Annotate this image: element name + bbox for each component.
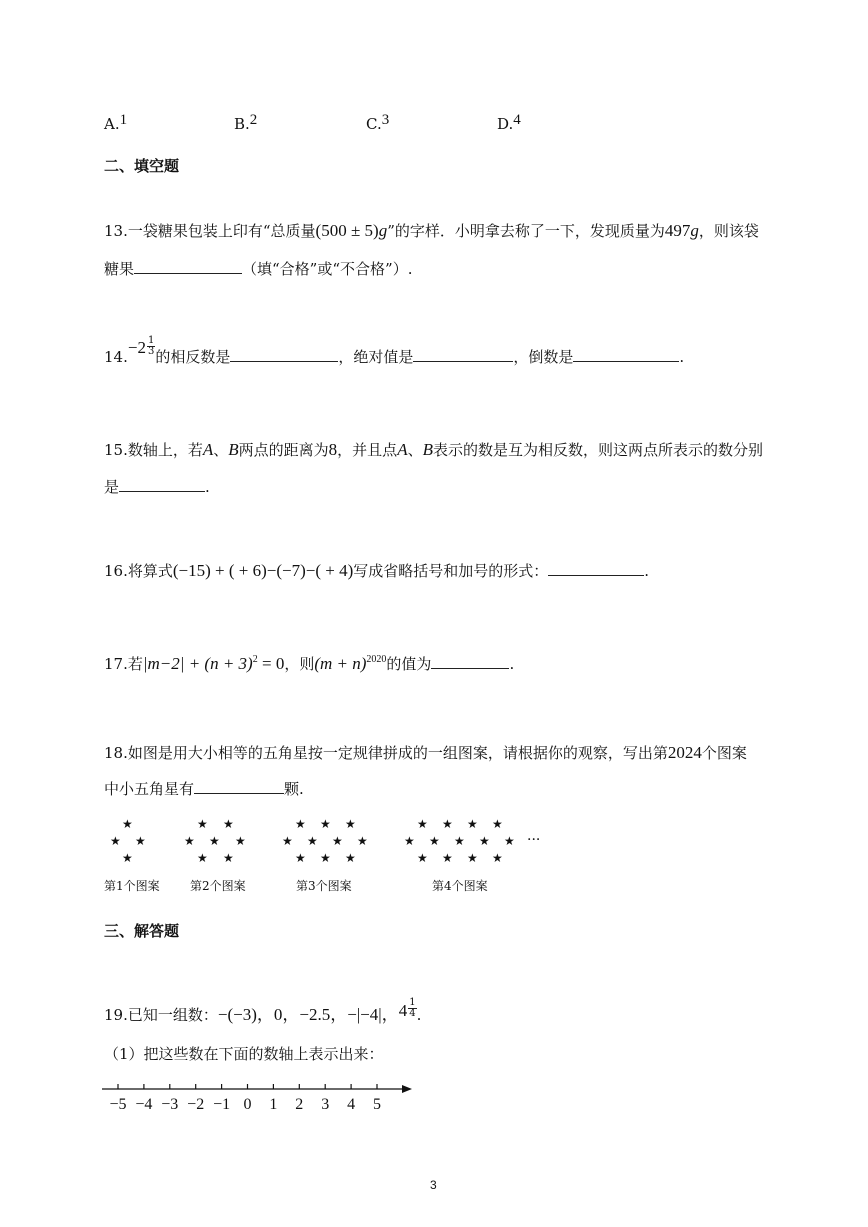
q15-point-b2: B [422, 440, 433, 459]
section-title-solve: 三、解答题 [104, 922, 180, 940]
q14-frac-den: 3 [147, 345, 155, 357]
q13-math-mass-spec: (500 ± 5) [315, 221, 379, 240]
q18-ellipsis: ··· [527, 832, 541, 848]
choice-a [104, 112, 127, 133]
pattern-4-star-bot-3: ★ [467, 851, 478, 865]
pattern-3-star-mid-2: ★ [307, 834, 318, 848]
q13-line1 [104, 220, 759, 241]
q19-end: . [416, 1006, 422, 1024]
q14-blank-abs[interactable] [413, 347, 513, 362]
q15-line1 [104, 439, 763, 460]
q14-mixed-whole: −2 [127, 338, 146, 357]
q19-frac-num: 1 [409, 996, 416, 1008]
pattern-1-star-mid-2: ★ [135, 834, 146, 848]
q19-fraction [408, 998, 416, 1019]
q14-text-end: . [679, 348, 685, 366]
q15-text-d: 表示的数是互为相反数，则这两点所表示的数分别 [432, 441, 763, 459]
q18-caption-2: 第2个图案 [190, 879, 246, 893]
pattern-2-star-bot-2: ★ [223, 851, 234, 865]
q15-answer-blank[interactable] [119, 477, 205, 492]
pattern-4-star-top-4: ★ [492, 817, 503, 831]
pattern-4-star-top-3: ★ [467, 817, 478, 831]
choice-b-value: 2 [249, 112, 258, 128]
q15-text-a: 15.数轴上，若 [104, 441, 203, 459]
pattern-1-star-mid-1: ★ [110, 834, 121, 848]
number-line-label: 1 [269, 1096, 278, 1113]
q13-text-d: 糖果 [104, 260, 135, 278]
pattern-3-star-bot-2: ★ [320, 851, 331, 865]
q13-text-b: ”的字样．小明拿去称了一下，发现质量为 [387, 222, 665, 240]
q18-line2 [104, 778, 304, 799]
q17-equation-lhs: |m−2| + (n + 3) [142, 654, 253, 673]
q18-answer-blank[interactable] [194, 779, 284, 794]
pattern-2-star-mid-1: ★ [184, 834, 195, 848]
q13-text-e: （填“合格”或“不合格”）. [242, 260, 413, 278]
number-line-label: 0 [243, 1096, 252, 1113]
pattern-4-star-mid-5: ★ [504, 834, 515, 848]
q19-frac-den: 4 [409, 1007, 416, 1019]
choice-c-label: C. [366, 115, 382, 133]
number-line-label: 3 [321, 1096, 330, 1113]
pattern-4-star-bot-4: ★ [492, 851, 503, 865]
pattern-1-star-bot-1: ★ [122, 851, 133, 865]
choice-a-label: A. [104, 115, 120, 133]
pattern-2-star-bot-1: ★ [197, 851, 208, 865]
pattern-2-star-top-1: ★ [197, 817, 208, 831]
q19-sub1: （1）把这些数在下面的数轴上表示出来： [104, 1045, 384, 1063]
pattern-3-star-top-3: ★ [345, 817, 356, 831]
q13-unit-g: g [378, 221, 388, 240]
pattern-2-star-top-2: ★ [223, 817, 234, 831]
pattern-4-star-bot-1: ★ [417, 851, 428, 865]
pattern-3-star-top-2: ★ [320, 817, 331, 831]
pattern-3-star-bot-3: ★ [345, 851, 356, 865]
q18-text-d: 颗. [284, 780, 304, 798]
number-line-label: 2 [295, 1096, 304, 1113]
number-line-label: 4 [347, 1096, 356, 1113]
choice-a-value: 1 [119, 112, 128, 128]
number-line-label: −2 [187, 1096, 205, 1113]
q14-number: 14. [104, 348, 128, 366]
q14-text-opposite: 的相反数是 [155, 348, 231, 366]
q14-line [104, 334, 685, 369]
q17-answer-blank[interactable] [431, 654, 509, 669]
choice-d [497, 112, 521, 133]
q15-text-c: ，并且点 [337, 441, 398, 459]
pattern-3-star-mid-3: ★ [332, 834, 343, 848]
q15-text-f: . [205, 478, 210, 496]
q19-number-list: −(−3)，0，−2.5，−|−4|， [217, 1005, 399, 1024]
choice-c [366, 112, 389, 133]
q18-pattern-index: 2024 [667, 743, 702, 762]
q18-caption-1: 第1个图案 [104, 879, 160, 893]
q14-frac-num: 1 [147, 334, 155, 346]
q13-text-c: ，则该袋 [698, 222, 759, 240]
q13-line2 [104, 258, 412, 279]
q18-text-b: 个图案 [701, 744, 747, 762]
q17-line [104, 653, 514, 674]
number-line-label: −4 [135, 1096, 153, 1113]
q17-text-d: . [509, 655, 515, 673]
number-line-label: −1 [213, 1096, 231, 1113]
q17-equation-rhs: = 0 [257, 654, 285, 673]
q17-exponent-2: 2 [252, 654, 258, 665]
pattern-4-star-mid-3: ★ [454, 834, 465, 848]
q15-text-b: 两点的距离为 [238, 441, 329, 459]
q15-point-b: B [228, 440, 239, 459]
choice-c-value: 3 [381, 112, 390, 128]
q15-point-a: A [202, 440, 214, 459]
q17-expression: (m + n) [314, 654, 367, 673]
pattern-4-star-bot-2: ★ [442, 851, 453, 865]
q17-text-b: ，则 [284, 655, 315, 673]
q19-mixed-whole: 4 [398, 1001, 408, 1020]
q15-line2 [104, 476, 210, 497]
q16-text-c: . [644, 562, 650, 580]
q17-text-a: 17.若 [104, 655, 143, 673]
pattern-1-star-top-1: ★ [122, 817, 133, 831]
pattern-3-star-top-1: ★ [295, 817, 306, 831]
pattern-3-star-mid-4: ★ [357, 834, 368, 848]
q15-sep2: 、 [407, 441, 423, 459]
choice-b [234, 112, 257, 133]
q15-text-e: 是 [104, 478, 120, 496]
q16-expression: (−15) + ( + 6)−(−7)−( + 4) [172, 561, 354, 580]
pattern-4-star-top-1: ★ [417, 817, 428, 831]
q16-text-a: 16.将算式 [104, 562, 173, 580]
pattern-3-star-bot-1: ★ [295, 851, 306, 865]
q19-text-a: 19.已知一组数： [104, 1006, 218, 1024]
q18-line1 [104, 742, 747, 763]
pattern-2-star-mid-3: ★ [235, 834, 246, 848]
q16-answer-blank[interactable] [548, 561, 644, 576]
q18-text-a: 18.如图是用大小相等的五角星按一定规律拼成的一组图案，请根据你的观察，写出第 [104, 744, 668, 762]
q14-blank-reciprocal[interactable] [573, 347, 679, 362]
q13-text-a: 13.一袋糖果包装上印有“总质量 [104, 222, 316, 240]
choice-d-label: D. [497, 115, 514, 133]
q18-text-c: 中小五角星有 [104, 780, 195, 798]
q13-unit-g2: g [690, 221, 699, 240]
q16-line [104, 560, 649, 581]
q17-exponent-2020: 2020 [366, 654, 387, 665]
pattern-4-star-mid-4: ★ [479, 834, 490, 848]
section-title-fill-in: 二、填空题 [104, 157, 180, 175]
q13-answer-blank[interactable] [134, 259, 242, 274]
q14-blank-opposite[interactable] [230, 347, 338, 362]
number-line-label: −5 [109, 1096, 127, 1113]
number-line-label: 5 [373, 1096, 381, 1113]
q14-text-abs: ，绝对值是 [338, 348, 414, 366]
pattern-4-star-mid-2: ★ [429, 834, 440, 848]
pattern-2-star-mid-2: ★ [209, 834, 220, 848]
q18-caption-4: 第4个图案 [432, 879, 488, 893]
q15-distance: 8 [328, 440, 338, 459]
pattern-3-star-mid-1: ★ [282, 834, 293, 848]
q15-point-a2: A [397, 440, 408, 459]
number-line-arrow [402, 1085, 412, 1093]
choice-d-value: 4 [513, 112, 521, 128]
q17-text-c: 的值为 [386, 655, 432, 673]
q14-fraction [147, 336, 155, 357]
choice-b-label: B. [234, 115, 250, 133]
q16-text-b: 写成省略括号和加号的形式： [353, 562, 549, 580]
q13-measured-mass: 497 [664, 221, 691, 240]
number-line-ticks [118, 1084, 377, 1089]
pattern-4-star-top-2: ★ [442, 817, 453, 831]
pattern-4-star-mid-1: ★ [404, 834, 415, 848]
q15-sep: 、 [213, 441, 229, 459]
q19-line1 [104, 996, 422, 1027]
q14-text-reciprocal: ，倒数是 [513, 348, 574, 366]
number-line-label: −3 [161, 1096, 179, 1113]
q18-caption-3: 第3个图案 [296, 879, 352, 893]
page-number: 3 [430, 1178, 437, 1192]
